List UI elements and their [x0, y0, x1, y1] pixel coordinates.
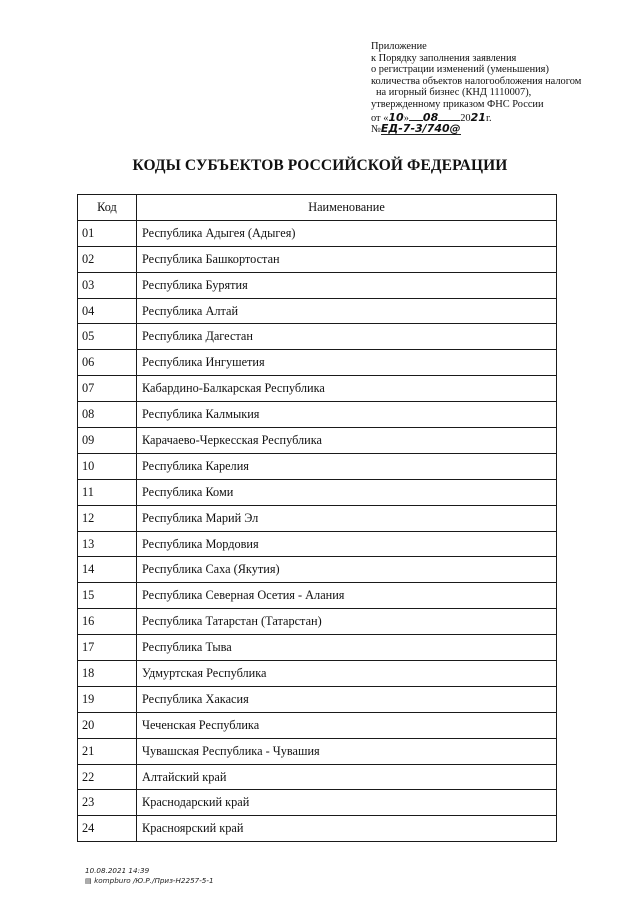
- region-name: Кабардино-Балкарская Республика: [137, 376, 557, 402]
- region-name: Республика Саха (Якутия): [137, 557, 557, 583]
- table-row: [78, 376, 557, 402]
- appendix-note: [371, 41, 621, 136]
- table-row: [78, 531, 557, 557]
- date-day: 10: [388, 110, 404, 124]
- table-row: [78, 505, 557, 531]
- region-name: Чеченская Республика: [137, 712, 557, 738]
- table-row: [78, 428, 557, 454]
- region-code: 03: [78, 272, 137, 298]
- date-year-start: 20: [460, 112, 471, 124]
- table-row: [78, 220, 557, 246]
- region-name: Чувашская Республика - Чувашия: [137, 738, 557, 764]
- region-code: 04: [78, 298, 137, 324]
- region-name: Республика Карелия: [137, 453, 557, 479]
- table-row: [78, 609, 557, 635]
- table-row: [78, 479, 557, 505]
- table-row: [78, 790, 557, 816]
- table-row: [78, 661, 557, 687]
- region-code: 08: [78, 402, 137, 428]
- region-name: Республика Алтай: [137, 298, 557, 324]
- region-code: 17: [78, 635, 137, 661]
- region-name: Республика Калмыкия: [137, 402, 557, 428]
- region-name: Республика Марий Эл: [137, 505, 557, 531]
- footer-file-line: [85, 876, 214, 886]
- table-row: [78, 246, 557, 272]
- table-row: [78, 402, 557, 428]
- order-number: [371, 124, 621, 136]
- appendix-line: на игорный бизнес (КНД 1110007),: [376, 87, 532, 99]
- table-row: [78, 738, 557, 764]
- region-code: 15: [78, 583, 137, 609]
- region-name: Красноярский край: [137, 816, 557, 842]
- table-row: [78, 272, 557, 298]
- region-name: Удмуртская Республика: [137, 661, 557, 687]
- appendix-line: к Порядку заполнения заявления: [371, 52, 517, 64]
- region-name: Республика Коми: [137, 479, 557, 505]
- region-code: 05: [78, 324, 137, 350]
- header-code: Код: [78, 195, 137, 221]
- region-name: Республика Мордовия: [137, 531, 557, 557]
- region-name: Республика Хакасия: [137, 686, 557, 712]
- region-code: 14: [78, 557, 137, 583]
- region-code: 23: [78, 790, 137, 816]
- region-code: 01: [78, 220, 137, 246]
- number-prefix: №: [371, 124, 381, 136]
- region-code: 16: [78, 609, 137, 635]
- footer-file-ref: kompburo /Ю.Р./Приз-Н2257-5-1: [94, 875, 214, 885]
- table-row: [78, 635, 557, 661]
- table-row: [78, 686, 557, 712]
- number-value: ЕД-7-3/740@: [380, 122, 461, 136]
- date-blank: [438, 111, 460, 121]
- date-year-end: 21: [470, 110, 486, 124]
- header-name: Наименование: [137, 195, 557, 221]
- region-name: Алтайский край: [137, 764, 557, 790]
- appendix-line: количества объектов налогообложения налогом: [371, 75, 582, 87]
- table-body: [78, 220, 557, 841]
- footer-timestamp: 10.08.2021 14:39: [85, 866, 150, 875]
- table-row: [78, 350, 557, 376]
- region-name: Республика Дагестан: [137, 324, 557, 350]
- table-row: [78, 583, 557, 609]
- region-code: 10: [78, 453, 137, 479]
- document-icon: ▤: [85, 875, 95, 885]
- region-code: 22: [78, 764, 137, 790]
- region-name: Республика Ингушетия: [137, 350, 557, 376]
- appendix-label: Приложение: [371, 41, 427, 52]
- region-name: Республика Бурятия: [137, 272, 557, 298]
- region-code: 11: [78, 479, 137, 505]
- region-name: Краснодарский край: [137, 790, 557, 816]
- region-code: 02: [78, 246, 137, 272]
- page-footer: [85, 866, 214, 885]
- region-code: 09: [78, 428, 137, 454]
- table-row: [78, 712, 557, 738]
- region-code: 19: [78, 686, 137, 712]
- table-row: [78, 298, 557, 324]
- region-code: 07: [78, 376, 137, 402]
- table-row: [78, 557, 557, 583]
- region-name: Республика Башкортостан: [137, 246, 557, 272]
- date-month: 08: [422, 110, 439, 124]
- table-row: [78, 324, 557, 350]
- region-code: 13: [78, 531, 137, 557]
- region-name: Республика Северная Осетия - Алания: [137, 583, 557, 609]
- appendix-line: утвержденному приказом ФНС России: [371, 98, 544, 110]
- region-code: 21: [78, 738, 137, 764]
- date-prefix: от «: [371, 112, 389, 124]
- region-name: Республика Татарстан (Татарстан): [137, 609, 557, 635]
- region-codes-table: [77, 194, 557, 842]
- date-suffix: г.: [485, 112, 492, 124]
- region-code: 24: [78, 816, 137, 842]
- region-code: 06: [78, 350, 137, 376]
- date-blank: [409, 111, 423, 121]
- table-header-row: [78, 195, 557, 221]
- table-row: [78, 453, 557, 479]
- region-name: Карачаево-Черкесская Республика: [137, 428, 557, 454]
- appendix-line: о регистрации изменений (уменьшения): [371, 64, 549, 76]
- region-code: 18: [78, 661, 137, 687]
- document-title: КОДЫ СУБЪЕКТОВ РОССИЙСКОЙ ФЕДЕРАЦИИ: [132, 157, 508, 174]
- date-mid: »: [403, 112, 409, 124]
- table-row: [78, 764, 557, 790]
- region-code: 12: [78, 505, 137, 531]
- region-code: 20: [78, 712, 137, 738]
- region-name: Республика Тыва: [137, 635, 557, 661]
- region-name: Республика Адыгея (Адыгея): [137, 220, 557, 246]
- table-row: [78, 816, 557, 842]
